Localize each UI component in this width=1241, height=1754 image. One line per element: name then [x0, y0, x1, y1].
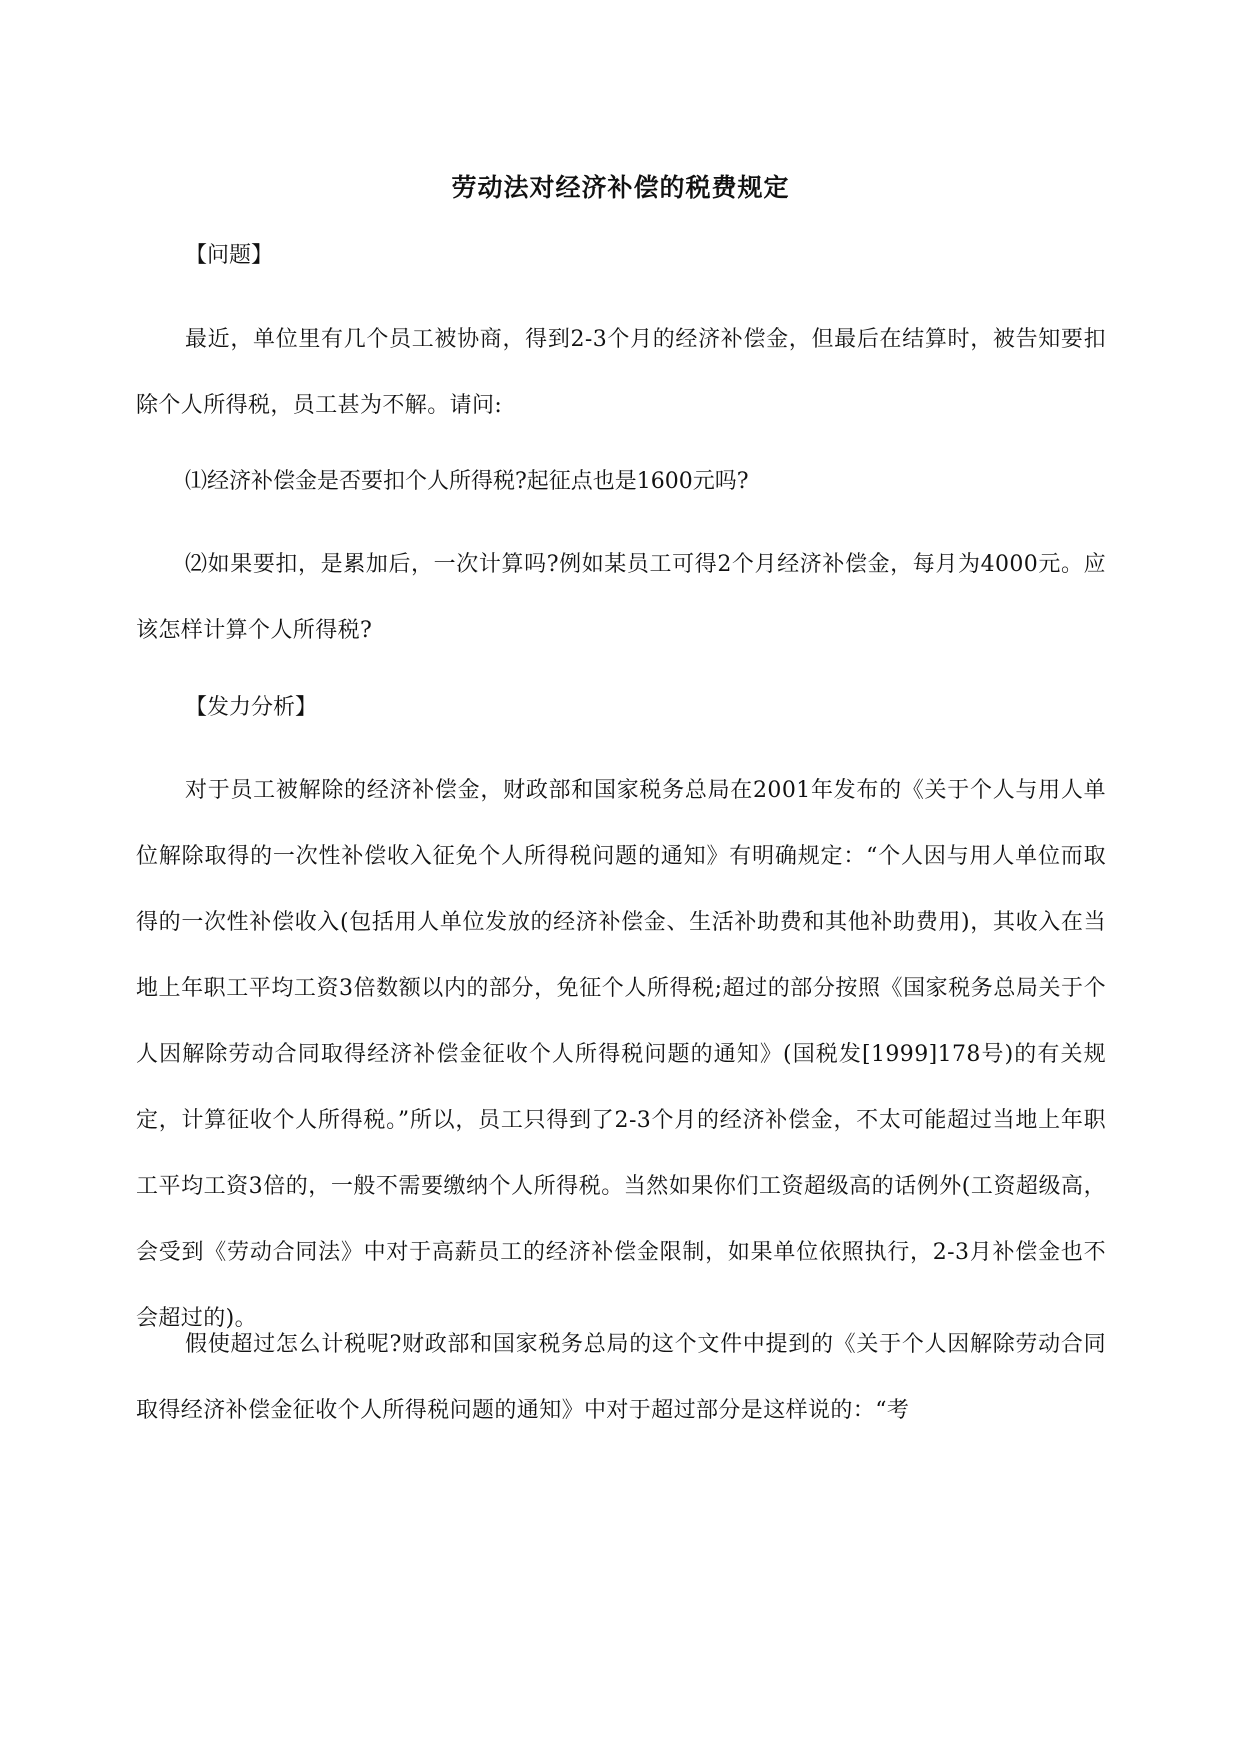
- document-title: 劳动法对经济补偿的税费规定: [451, 173, 790, 202]
- question-heading: 【问题】: [185, 243, 274, 268]
- analysis-paragraph-2: 假使超过怎么计税呢?财政部和国家税务总局的这个文件中提到的《关于个人因解除劳动合同取得经济补偿金征收个人所得税问题的通知》中对于超过部分是这样说的：“考: [136, 1332, 1106, 1423]
- question-item-1: ⑴经济补偿金是否要扣个人所得税?起征点也是1600元吗?: [185, 469, 749, 494]
- question-item-2: ⑵如果要扣，是累加后，一次计算吗?例如某员工可得2个月经济补偿金，每月为4000元。应该怎样计算个人所得税?: [136, 552, 1106, 643]
- analysis-heading: 【发力分析】: [185, 695, 318, 720]
- analysis-paragraph-1: 对于员工被解除的经济补偿金，财政部和国家税务总局在2001年发布的《关于个人与用人单位解除取得的一次性补偿收入征免个人所得税问题的通知》有明确规定：“个人因与用人单位而取得的一次性补偿收入(包括用人单位发放的经济补偿金、生活补助费和其他补助费用)，其收入在当地上年职工平均工资3倍数额以内的部分，免征个人所得税;超过的部分按照《国家税务总局关于个人因解除劳动合同取得经济补偿金征收个人所得税问题的通知》(国税发[1999]178号)的有关规定，计算征收个人所得税。”所以，员工只得到了2-3个月的经济补偿金，不太可能超过当地上年职工平均工资3倍的，一般不需要缴纳个人所得税。当然如果你们工资超级高的话例外(工资超级高，会受到《劳动合同法》中对于高薪员工的经济补偿金限制，如果单位依照执行，2-3月补偿金也不会超过的)。: [136, 778, 1106, 1331]
- question-body-paragraph: 最近，单位里有几个员工被协商，得到2-3个月的经济补偿金，但最后在结算时，被告知要扣除个人所得税，员工甚为不解。请问:: [136, 327, 1106, 418]
